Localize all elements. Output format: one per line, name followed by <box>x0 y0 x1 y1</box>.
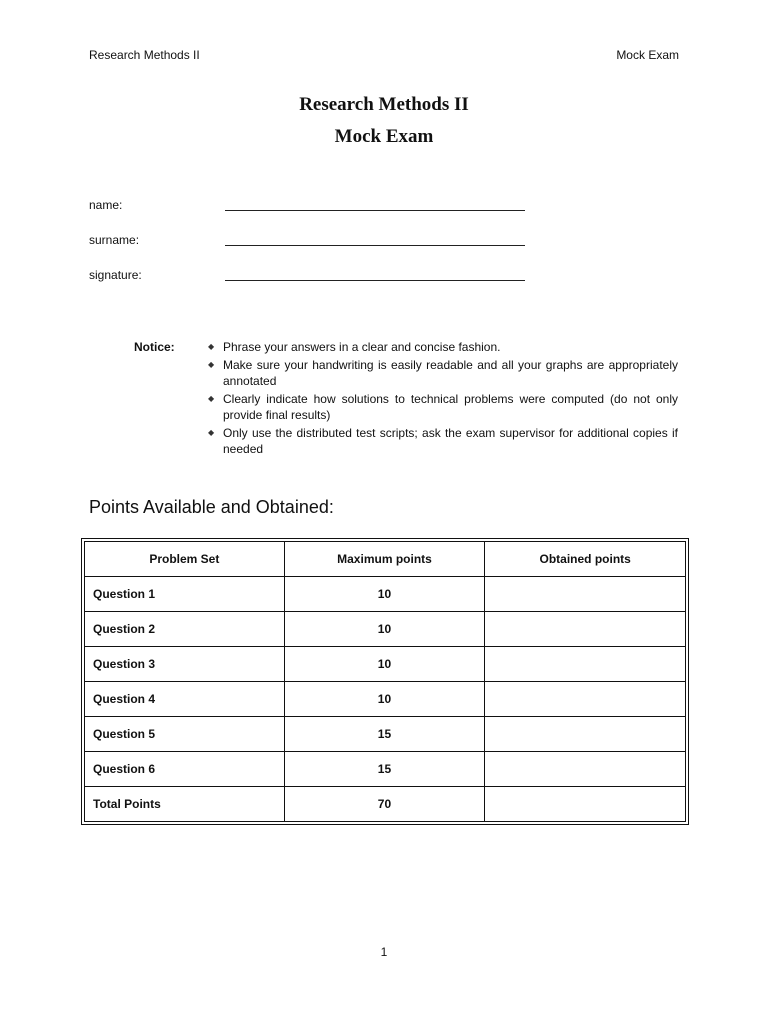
notice-item-text: Make sure your handwriting is easily readable and all your graphs are appropriately annotated <box>223 357 678 388</box>
signature-label: signature: <box>89 268 142 282</box>
diamond-bullet-icon: ◆ <box>208 427 215 437</box>
table-row <box>85 752 686 787</box>
notice-item-text: Clearly indicate how solutions to technical problems were computed (do not only provide final results) <box>223 391 678 422</box>
diamond-bullet-icon: ◆ <box>208 342 215 351</box>
question-label: Question 2 <box>85 612 285 647</box>
name-label: name: <box>89 198 123 212</box>
points-table-frame <box>81 538 689 825</box>
points-section-heading: Points Available and Obtained: <box>89 497 334 517</box>
surname-field-row <box>89 232 529 250</box>
table-row <box>85 647 686 682</box>
question-label: Question 5 <box>85 717 285 752</box>
header-course-title: Research Methods II <box>89 48 200 62</box>
name-blank-line <box>225 197 525 211</box>
notice-list <box>208 339 678 459</box>
signature-blank-line <box>225 267 525 281</box>
obtained-points-cell <box>485 577 686 612</box>
question-label: Question 3 <box>85 647 285 682</box>
maximum-points-cell: 15 <box>284 717 485 752</box>
document-title: Research Methods II <box>299 94 469 115</box>
question-label: Question 6 <box>85 752 285 787</box>
column-header-obtained-points: Obtained points <box>485 542 686 577</box>
table-row <box>85 577 686 612</box>
table-row <box>85 612 686 647</box>
page-number: 1 <box>380 945 388 959</box>
maximum-points-cell: 10 <box>284 577 485 612</box>
obtained-points-cell <box>485 647 686 682</box>
notice-item <box>208 425 678 458</box>
maximum-points-cell: 10 <box>284 612 485 647</box>
diamond-bullet-icon: ◆ <box>208 359 215 369</box>
surname-label: surname: <box>89 233 140 247</box>
signature-field-row <box>89 267 529 285</box>
question-label: Question 1 <box>85 577 285 612</box>
points-table <box>84 541 686 822</box>
maximum-points-cell: 15 <box>284 752 485 787</box>
table-row <box>85 682 686 717</box>
running-header <box>89 47 679 63</box>
table-row-total <box>85 787 686 822</box>
column-header-problem-set: Problem Set <box>85 542 285 577</box>
obtained-points-cell <box>485 612 686 647</box>
notice-item <box>208 357 678 390</box>
notice-label: Notice: <box>134 340 175 354</box>
notice-item <box>208 339 678 356</box>
column-header-maximum-points: Maximum points <box>284 542 485 577</box>
question-label: Question 4 <box>85 682 285 717</box>
total-maximum-points-cell: 70 <box>284 787 485 822</box>
total-obtained-points-cell <box>485 787 686 822</box>
obtained-points-cell <box>485 752 686 787</box>
notice-item-text: Phrase your answers in a clear and concise fashion. <box>223 340 501 354</box>
table-row <box>85 717 686 752</box>
obtained-points-cell <box>485 717 686 752</box>
name-field-row <box>89 197 529 215</box>
notice-item <box>208 391 678 424</box>
obtained-points-cell <box>485 682 686 717</box>
document-subtitle: Mock Exam <box>334 126 434 147</box>
total-points-label: Total Points <box>85 787 285 822</box>
maximum-points-cell: 10 <box>284 647 485 682</box>
maximum-points-cell: 10 <box>284 682 485 717</box>
diamond-bullet-icon: ◆ <box>208 393 215 403</box>
table-header-row <box>85 542 686 577</box>
surname-blank-line <box>225 232 525 246</box>
header-exam-type: Mock Exam <box>616 48 679 62</box>
notice-item-text: Only use the distributed test scripts; ask the exam supervisor for additional copies if needed <box>223 425 678 456</box>
